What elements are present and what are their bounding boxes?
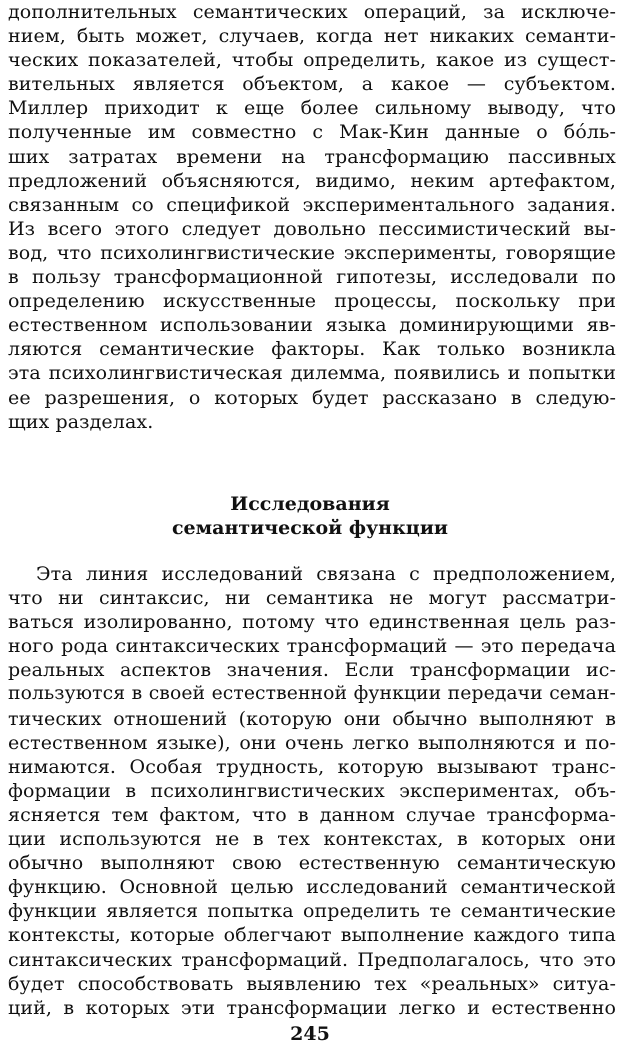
text-line: Эта линия исследований связана с предположением, [36,563,616,585]
text-line: дополнительных семантических операций, за исключе- [8,1,616,23]
text-line: определению искусственные процессы, поскольку при [8,290,616,313]
text-line: реальных аспектов значения. Если трансформации ис- [8,659,616,682]
text-line: Миллер приходит к еще более сильному выводу, что [8,97,616,120]
text-line: синтаксических трансформаций. Предполагалось, что это [8,948,616,971]
text-line: будет способствовать выявлению тех «реальных» ситуа- [8,972,616,995]
text-line: ляются семантические факторы. Как только возникла [8,338,616,361]
text-line: эта психолингвистическая дилемма, появились и попытки [8,362,616,385]
text-line: функцию. Основной целью исследований семантической [8,876,616,899]
section-heading-line: семантической функции [171,517,449,539]
text-line: в пользу трансформационной гипотезы, исследовали по [8,266,616,289]
text-line: ее разрешения, о которых будет рассказано в следую- [8,386,616,409]
text-line: связанным со спецификой экспериментального задания. [8,193,616,216]
text-line: Из всего этого следует довольно пессимистический вы- [8,217,616,240]
text-line: формации в психолингвистических экспериментах, объ- [8,779,616,802]
text-line: ших затратах времени на трансформацию пассивных [8,145,616,168]
text-line: обычно выполняют свою естественную семантическую [8,852,616,875]
text-line: ций, в которых эти трансформации легко и естественно [8,996,616,1019]
paragraph-body [8,562,616,1020]
text-line: предложений объясняются, видимо, неким артефактом, [8,169,616,192]
text-line: естественном использовании языка доминирующими яв- [8,314,616,337]
text-line: щих разделах. [8,410,154,433]
text-line: ного рода синтаксических трансформаций — это передача [8,635,616,658]
text-line: функции является попытка определить те семантические [8,900,616,923]
text-line: ясняется тем фактом, что в данном случае трансформа- [8,803,616,826]
text-line: нимаются. Особая трудность, которую вызывают транс- [8,755,616,778]
paragraph-continued [8,0,616,434]
page-number: 245 [290,1023,330,1045]
text-line: ческих показателей, чтобы определить, какое из сущест- [8,49,616,72]
text-line: нием, быть может, случаев, когда нет никаких семанти- [8,25,616,48]
text-line: ции используются не в тех контекстах, в которых они [8,828,616,851]
section-heading [0,492,620,540]
text-line: что ни синтаксис, ни семантика не могут рассматри- [8,587,616,610]
section-heading-line: Исследования [230,493,390,515]
text-line: вод, что психолингвистические эксперименты, говорящие [8,241,616,264]
text-line: ваться изолированно, потому что единственная цель раз- [8,611,616,634]
text-line: контексты, которые облегчают выполнение каждого типа [8,924,616,947]
text-line: полученные им совместно с Мак-Кин данные о бо́ль- [8,121,616,144]
text-line: тических отношений (которую они обычно выполняют в [8,707,616,730]
text-line: естественном языке), они очень легко выполняются и по- [8,731,616,754]
text-line: пользуются в своей естественной функции передачи семан- [8,683,616,705]
text-line: вительных является объектом, а какое — субъектом. [8,73,616,96]
